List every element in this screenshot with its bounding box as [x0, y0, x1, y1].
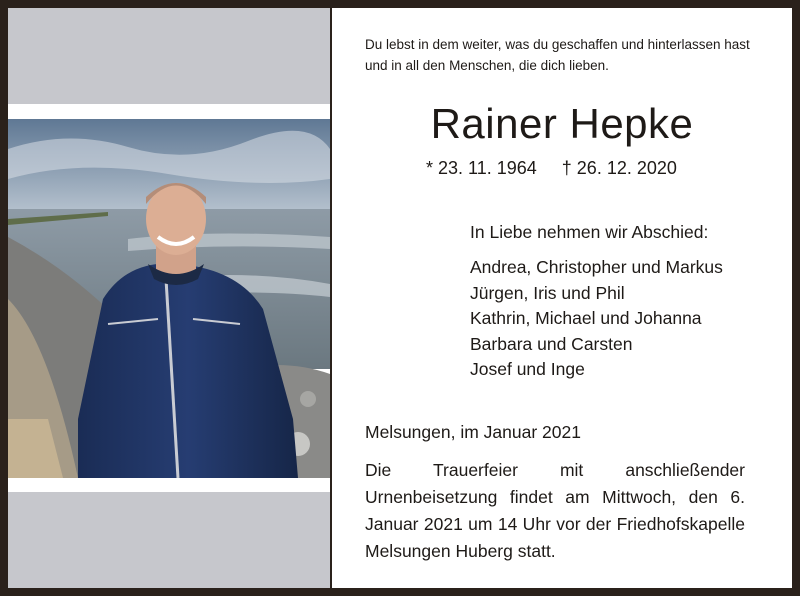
birth-date: * 23. 11. 1964 — [426, 158, 537, 178]
place-date: Melsungen, im Januar 2021 — [365, 422, 581, 442]
obituary-card — [8, 8, 792, 588]
mourners-list — [470, 255, 723, 383]
farewell-heading: In Liebe nehmen wir Abschied: — [470, 222, 709, 242]
gray-block-bottom — [8, 492, 330, 588]
deceased-name: Rainer Hepke — [430, 100, 694, 147]
list-item: Andrea, Christopher und Markus — [470, 257, 723, 277]
list-item: Barbara und Carsten — [470, 333, 633, 354]
list-item: Kathrin, Michael und Johanna — [470, 308, 702, 329]
list-item: Jürgen, Iris und Phil — [470, 282, 625, 303]
portrait-photo — [8, 119, 330, 478]
list-item: Josef und Inge — [470, 359, 585, 380]
motto-text: Du lebst in dem weiter, was du geschaffen und hinterlassen hast und in all den Menschen, die dich lieben. — [365, 37, 750, 73]
service-notice: Die Trauerfeier mit anschließender Urnenbeisetzung findet am Mittwoch, den 6. Januar 2021 um 14 Uhr vor der Friedhofskapelle Melsungen Huberg statt. — [365, 460, 745, 561]
life-dates — [426, 158, 677, 179]
gray-block-top — [8, 8, 330, 104]
death-date: † 26. 12. 2020 — [561, 158, 677, 178]
vertical-divider — [330, 8, 332, 588]
